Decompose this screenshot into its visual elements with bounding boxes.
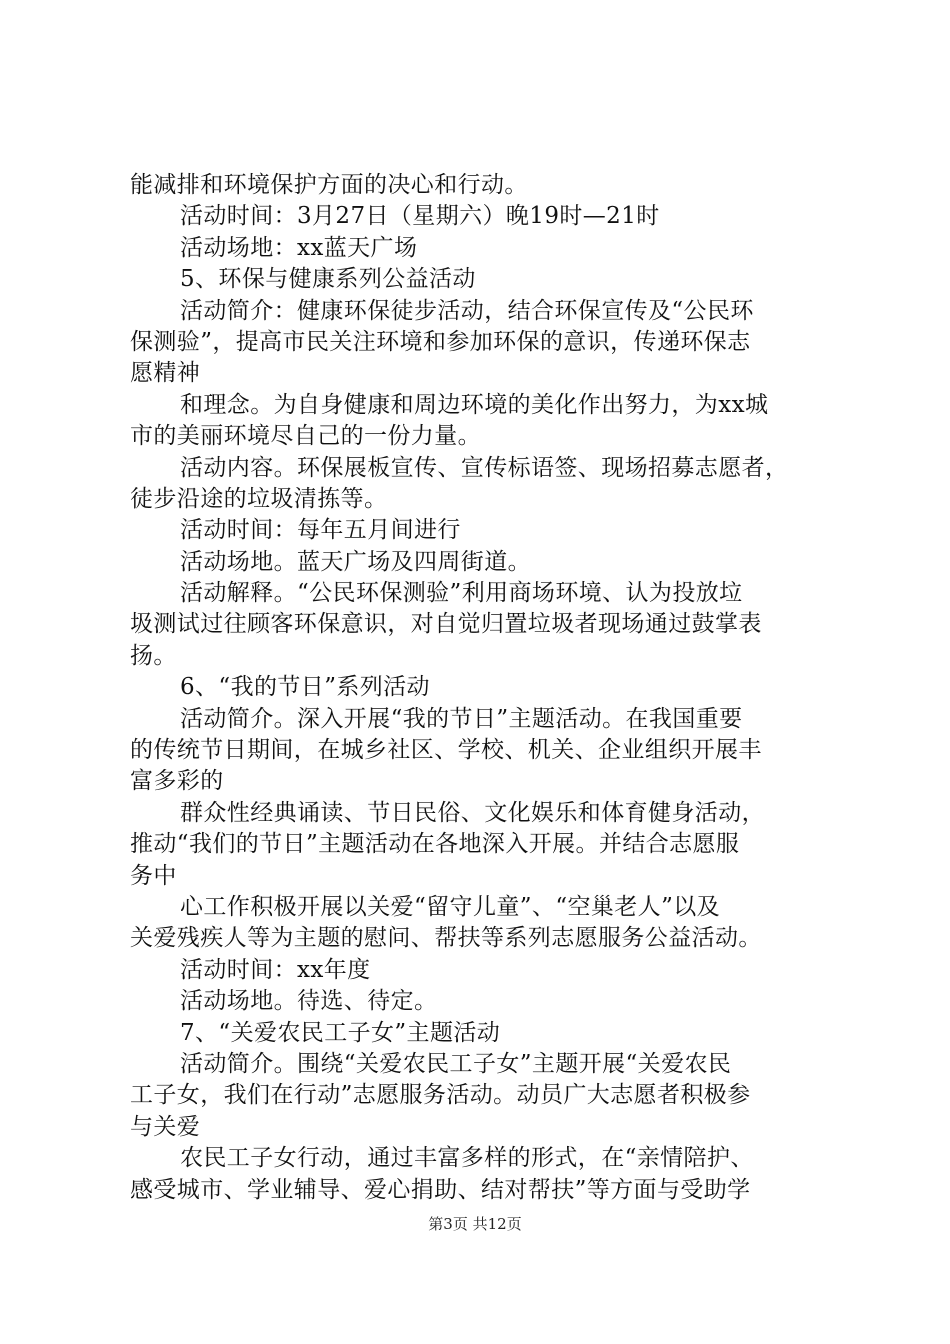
text-line: 活动时间：3月27日（星期六）晚19时—21时 <box>180 203 660 230</box>
text-line: 活动场地。蓝天广场及四周街道。 <box>180 548 531 575</box>
text-line: 活动时间：每年五月间进行 <box>180 517 461 544</box>
page-footer: 第3页 共12页 <box>428 1215 522 1233</box>
text-line: 和理念。为自身健康和周边环境的美化作出努力，为xx城 <box>180 391 769 418</box>
text-line: 保测验”，提高市民关注环境和参加环保的意识，传递环保志 <box>130 328 751 355</box>
text-line: 感受城市、学业辅导、爱心捐助、结对帮扶”等方面与受助学 <box>130 1176 751 1203</box>
text-line: 活动解释。“公民环保测验”利用商场环境、认为投放垃 <box>180 580 743 607</box>
text-line: 6、“我的节日”系列活动 <box>180 674 430 701</box>
text-line: 与关爱 <box>130 1113 201 1140</box>
text-line: 活动时间：xx年度 <box>180 956 371 983</box>
text-line: 活动场地。待选、待定。 <box>180 988 438 1015</box>
text-line: 圾测试过往顾客环保意识，对自觉归置垃圾者现场通过鼓掌表 <box>130 611 762 638</box>
text-line: 活动简介：健康环保徒步活动，结合环保宣传及“公民环 <box>180 297 754 324</box>
text-line: 心工作积极开展以关爱“留守儿童”、“空巢老人”以及 <box>180 893 721 920</box>
text-line: 群众性经典诵读、节日民俗、文化娱乐和体育健身活动， <box>180 799 765 826</box>
text-line: 5、环保与健康系列公益活动 <box>180 266 476 293</box>
text-line: 徒步沿途的垃圾清拣等。 <box>130 485 388 512</box>
text-line: 市的美丽环境尽自己的一份力量。 <box>130 423 481 450</box>
text-line: 富多彩的 <box>130 768 224 795</box>
text-line: 扬。 <box>130 642 177 669</box>
document-body <box>130 170 830 1206</box>
text-line: 7、“关爱农民工子女”主题活动 <box>180 1019 501 1046</box>
text-line: 工子女，我们在行动”志愿服务活动。动员广大志愿者积极参 <box>130 1082 751 1109</box>
text-line: 活动场地：xx蓝天广场 <box>180 234 418 261</box>
text-line: 愿精神 <box>130 360 201 387</box>
text-line: 活动内容。环保展板宣传、宣传标语签、现场招募志愿者， <box>180 454 789 481</box>
text-line: 农民工子女行动，通过丰富多样的形式，在“亲情陪护、 <box>180 1145 754 1172</box>
text-line: 活动简介。深入开展“我的节日”主题活动。在我国重要 <box>180 705 743 732</box>
text-line: 关爱残疾人等为主题的慰问、帮扶等系列志愿服务公益活动。 <box>130 925 762 952</box>
text-line: 活动简介。围绕“关爱农民工子女”主题开展“关爱农民 <box>180 1050 732 1077</box>
text-line: 推动“我们的节日”主题活动在各地深入开展。并结合志愿服 <box>130 831 740 858</box>
text-line: 务中 <box>130 862 177 889</box>
text-line: 能减排和环境保护方面的决心和行动。 <box>130 172 528 198</box>
text-line: 的传统节日期间，在城乡社区、学校、机关、企业组织开展丰 <box>130 737 762 764</box>
